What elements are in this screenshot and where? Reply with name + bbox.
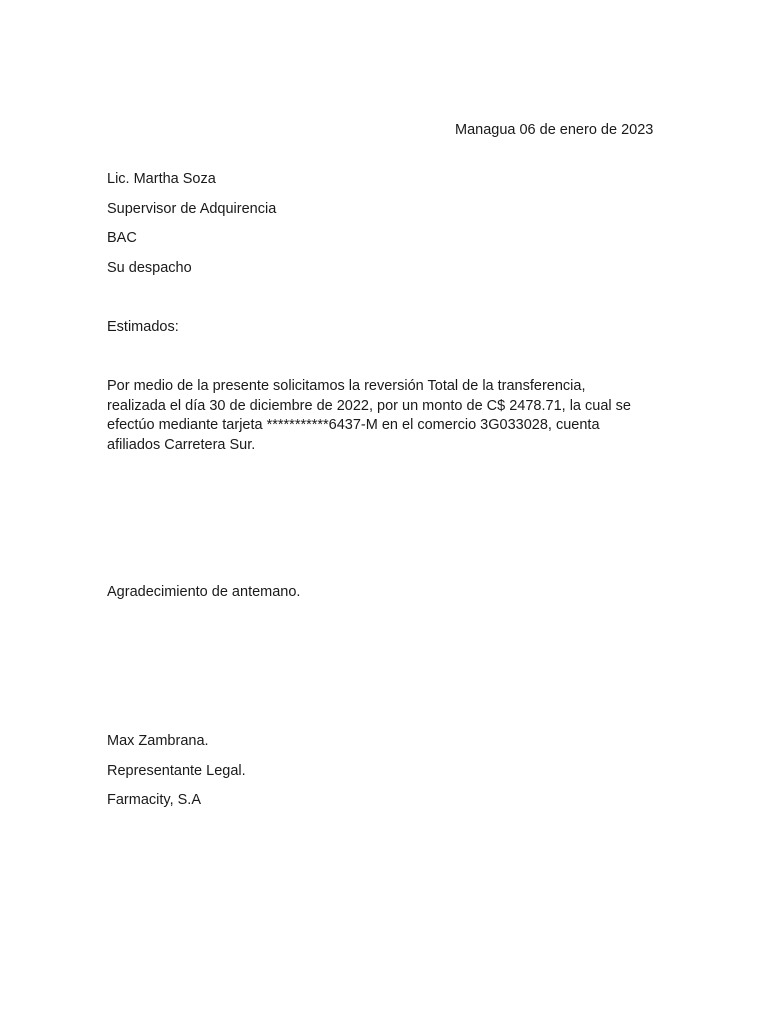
signature-block xyxy=(107,732,246,821)
recipient-name: Lic. Martha Soza xyxy=(107,171,216,187)
greeting: Estimados: xyxy=(107,319,179,335)
signer-role: Representante Legal. xyxy=(107,762,246,779)
thanks-line: Agradecimiento de antemano. xyxy=(107,584,301,600)
body-line: efectúo mediante tarjeta ***********6437-M en el comercio 3G033028, cuenta xyxy=(107,417,600,433)
letter-date: Managua 06 de enero de 2023 xyxy=(455,122,654,138)
body-line: Por medio de la presente solicitamos la reversión Total de la transferencia, xyxy=(107,378,586,394)
recipient-title: Supervisor de Adquirencia xyxy=(107,200,277,217)
body-line: realizada el día 30 de diciembre de 2022, por un monto de C$ 2478.71, la cual se xyxy=(107,397,631,414)
body-line: afiliados Carretera Sur. xyxy=(107,436,256,453)
signer-company: Farmacity, S.A xyxy=(107,792,201,809)
body-paragraph xyxy=(107,377,667,455)
recipient-organization: BAC xyxy=(107,230,137,247)
recipient-block xyxy=(107,170,276,289)
signer-name: Max Zambrana. xyxy=(107,733,209,749)
recipient-closing-line: Su despacho xyxy=(107,260,192,277)
